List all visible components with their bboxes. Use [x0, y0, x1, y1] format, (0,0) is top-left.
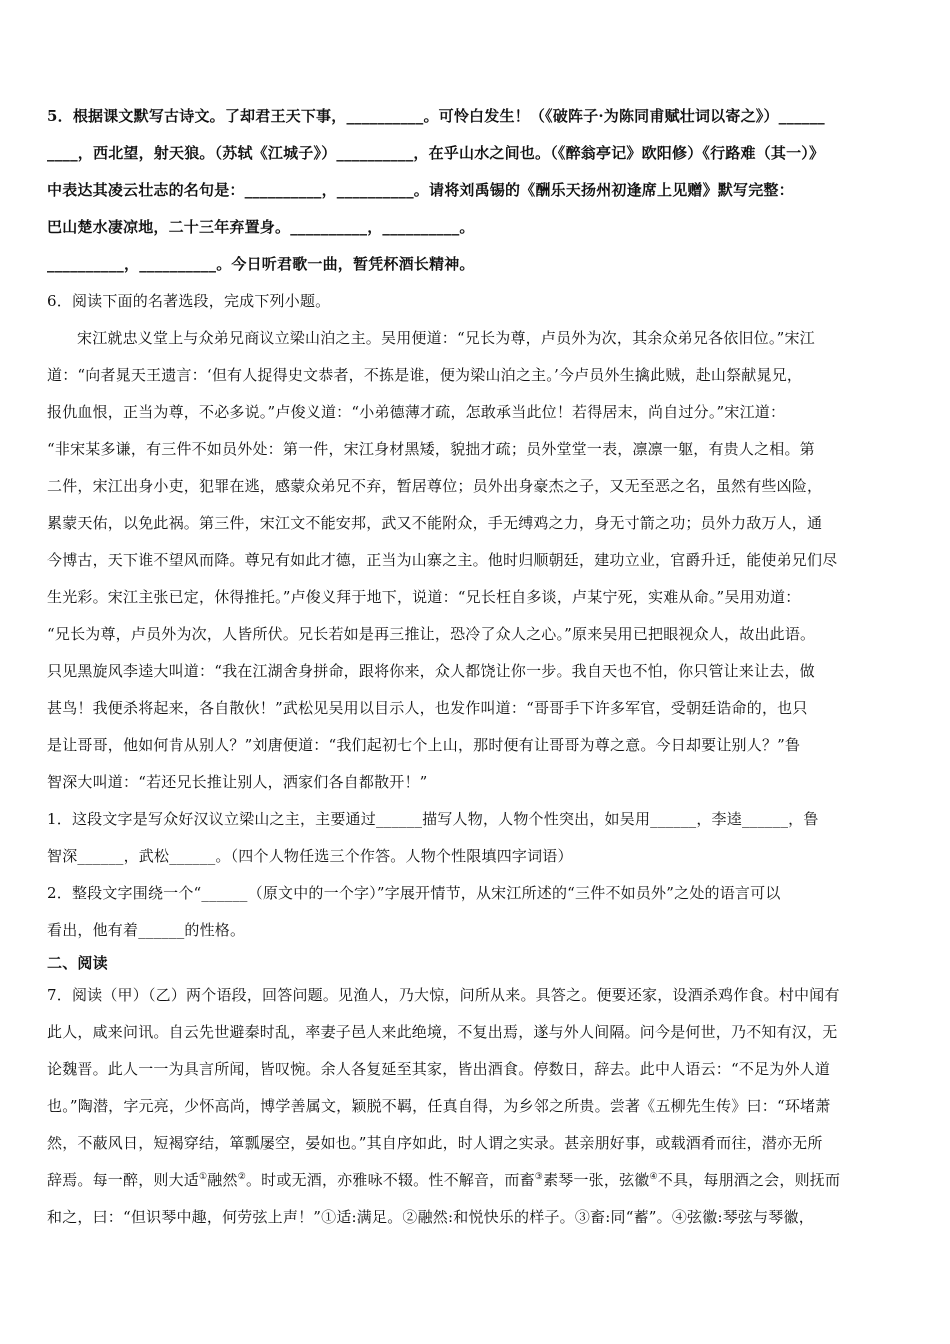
- q6-heading: 6．阅读下面的名著选段，完成下列小题。: [47, 292, 331, 310]
- subquestion-line: 1．这段文字是写众好汉议立梁山之主，主要通过______描写人物，人物个性突出，如吴用______，李逵______，鲁: [47, 810, 819, 828]
- q5-line-3: 中表达其凌云壮志的名句是：__________，__________。请将刘禹锡的《酬乐天扬州初逢席上见赠》默写完整：: [47, 181, 794, 199]
- passage-line: 宋江就忠义堂上与众弟兄商议立梁山泊之主。吴用便道：“兄长为尊，卢员外为次，其余众弟兄各依旧位。”宋江: [77, 329, 815, 347]
- text-segment: 不具，每朋酒之会，则抚而: [657, 1171, 841, 1189]
- subquestion-line: 智深______，武松______。（四个人物任选三个作答。人物个性限填四字词语）: [47, 847, 573, 865]
- passage-line: 智深大叫道：“若还兄长推让别人，洒家们各自都散开！”: [47, 773, 428, 791]
- section-title: 二、阅读: [47, 954, 108, 972]
- question-6: [47, 283, 909, 949]
- q7-line: 也。”陶潜，字元亮，少怀高尚，博学善属文，颖脱不羁，任真自得，为乡邻之所贵。尝著《五柳先生传》曰：“环堵萧: [47, 1097, 831, 1115]
- passage-line: 累蒙天佑，以免此祸。第三件，宋江文不能安邦，武又不能附众，手无缚鸡之力，身无寸箭之功；员外力敌万人，通: [47, 514, 823, 532]
- q6-subquestion-2: [47, 875, 909, 949]
- q7-line-notes: [47, 1162, 909, 1199]
- q7-line: 7．阅读（甲）（乙）两个语段，回答问题。见渔人，乃大惊，问所从来。具答之。便要还家，设酒杀鸡作食。村中闻有: [47, 986, 840, 1004]
- q5-line-5: __________，__________。今日听君歌一曲，暂凭杯酒长精神。: [47, 255, 475, 273]
- q7-last-line: 和之，曰：“但识琴中趣，何劳弦上声！”①适:满足。②融然:和悦快乐的样子。③畜:同“蓄”。④弦徽:琴弦与琴徽，: [47, 1208, 814, 1226]
- passage-line: “非宋某多谦，有三件不如员外处：第一件，宋江身材黑矮，貌拙才疏；员外堂堂一表，凛凛一躯，有贵人之相。第: [47, 440, 815, 458]
- question-5: [47, 98, 909, 283]
- text-segment: 。时或无酒，亦雅咏不辍。性不解音，而畜: [245, 1171, 535, 1189]
- q7-line: 论魏晋。此人一一为具言所闻，皆叹惋。余人各复延至其家，皆出酒食。停数日，辞去。此中人语云：“不足为外人道: [47, 1060, 831, 1078]
- q7-line: 然，不蔽风日，短褐穿结，箪瓢屡空，晏如也。”其自序如此，时人谓之实录。甚亲朋好事，或载酒肴而往，潜亦无所: [47, 1134, 823, 1152]
- footnote-marker: ③: [534, 1172, 544, 1182]
- passage-line: 道：“向者晁天王遗言：‘但有人捉得史文恭者，不拣是谁，便为梁山泊之主。’今卢员外生擒此贼，赴山祭献晁兄，: [47, 366, 803, 384]
- passage-line: 生光彩。宋江主张已定，休得推托。”卢俊义拜于地下，说道：“兄长枉自多谈，卢某宁死，实难从命。”吴用劝道：: [47, 588, 801, 606]
- text-segment: 素琴一张，弦徽: [543, 1171, 650, 1189]
- q6-subquestion-1: [47, 801, 909, 875]
- q5-line-4: 巴山楚水凄凉地，二十三年弃置身。__________，__________。: [47, 218, 475, 236]
- passage-line: 二件，宋江出身小吏，犯罪在逃，感蒙众弟兄不弃，暂居尊位；员外出身豪杰之子，又无至恶之名，虽然有些凶险，: [47, 477, 823, 495]
- footnote-marker: ①: [199, 1172, 208, 1182]
- footnote-marker: ②: [237, 1172, 246, 1182]
- passage-line: 甚鸟！我便杀将起来，各自散伙！”武松见吴用以目示人，也发作叫道：“哥哥手下许多军官，受朝廷诰命的，也只: [47, 699, 808, 717]
- footnote-marker: ④: [649, 1172, 658, 1182]
- document-page: [47, 98, 909, 1236]
- q7-line: 此人，咸来问讯。自云先世避秦时乱，率妻子邑人来此绝境，不复出焉，遂与外人间隔。问今是何世，乃不知有汉，无: [47, 1023, 838, 1041]
- passage-line: 今博古，天下谁不望风而降。尊兄有如此才德，正当为山寨之主。他时归顺朝廷，建功立业，官爵升迁，能使弟兄们尽: [47, 551, 838, 569]
- passage-line: 是让哥哥，他如何肯从别人？”刘唐便道：“我们起初七个上山，那时便有让哥哥为尊之意。今日却要让别人？”鲁: [47, 736, 801, 754]
- q6-passage: [47, 320, 909, 801]
- subquestion-line: 看出，他有着______的性格。: [47, 921, 246, 939]
- text-segment: 辞焉。每一醉，则大适: [47, 1171, 200, 1189]
- passage-line: “兄长为尊，卢员外为次，人皆所伏。兄长若如是再三推让，恐冷了众人之心。”原来吴用已把眼视众人，故出此语。: [47, 625, 816, 643]
- passage-line: 报仇血恨，正当为尊，不必多说。”卢俊义道：“小弟德薄才疏，怎敢承当此位！若得居末，尚自过分。”宋江道：: [47, 403, 786, 421]
- subquestion-line: 2．整段文字围绕一个“______（原文中的一个字）”字展开情节，从宋江所述的“三件不如员外”之处的语言可以: [47, 884, 781, 902]
- passage-line: 只见黑旋风李逵大叫道：“我在江湖舍身拼命，跟将你来，众人都饶让你一步。我自天也不怕，你只管让来让去，做: [47, 662, 815, 680]
- q5-line-2: ____，西北望，射天狼。（苏轼《江城子》）__________，在乎山水之间也。（《醉翁亭记》欧阳修）《行路难（其一）》: [47, 144, 825, 162]
- question-7: [47, 977, 909, 1236]
- q5-line-1: 5．根据课文默写古诗文。了却君王天下事，__________。可怜白发生！（《破阵子·为陈同甫赋壮词以寄之》）______: [47, 107, 825, 125]
- text-segment: 融然: [207, 1171, 238, 1189]
